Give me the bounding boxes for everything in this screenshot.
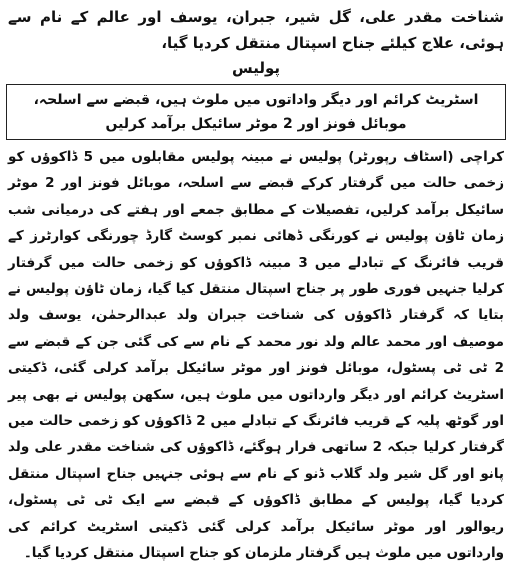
headline: شناخت مقدر علی، گل شیر، جبران، یوسف اور عالم کے نام سے ہوئی، علاج کیلئے جناح اسپتال منتقل کردیا گیا، [8, 8, 504, 52]
article-body: کراچی (اسٹاف رپورٹر) پولیس نے مبینہ پولیس مقابلوں میں 5 ڈاکوؤں کو زخمی حالت میں گرفتار کرکے قبضے سے اسلحہ، موبائل فونز اور 2 موٹر سائیکل برآمد کرلیں، تفصیلات کے مطابق جمعے اور ہفتے کی درمیانی شب زمان ٹاؤن پولیس نے کورنگی ڈھائی نمبر کوسٹ گارڈ چورنگی کوارٹرز کے قریب فائرنگ کے تبادلے میں 3 مبینہ ڈاکوؤں کو زخمی حالت میں گرفتار کرلیا جنہیں فوری طور پر جناح اسپتال منتقل کیا گیا، زمان ٹاؤن پولیس نے بتایا کہ گرفتار ڈاکوؤں کی شناخت جبران ولد عبدالرحمٰن، یوسف ولد موصیف اور محمد عالم ولد نور محمد کے نام سے کی گئی جن کے قبضے سے 2 ٹی ٹی پسٹول، موبائل فونز اور موٹر سائیکل برآمد کرلی گئی، ڈکیتی اسٹریٹ کرائم اور دیگر وارداتوں میں ملوث ہیں، سکھن پولیس نے بھی پیر اور گوٹھ پلیہ کے قریب فائرنگ کے تبادلے میں 2 ڈاکوؤں کو زخمی حالت میں گرفتار کرلیا جبکہ 2 ساتھی فرار ہوگئے، ڈاکوؤں کی شناخت مقدر علی ولد پانو اور گل شیر ولد گلاب ڈنو کے نام سے ہوئی جنہیں جناح اسپتال منتقل کردیا گیا، پولیس کے مطابق ڈاکوؤں کے قبضے سے ایک ٹی ٹی پسٹول، ریوالور اور موٹر سائیکل برآمد کرلی گئی ڈکیتی اسٹریٹ کرائم کی وارداتوں میں ملوث ہیں گرفتار ملزمان کو جناح اسپتال منتقل کردیا گیا۔ [8, 149, 504, 562]
byline: پولیس [232, 59, 280, 77]
subheadline: اسٹریٹ کرائم اور دیگر واداتوں میں ملوث ہیں، قبضے سے اسلحہ، موبائل فونز اور 2 موٹر سائیکل برآمد کرلیں [33, 92, 479, 132]
subheadline-box [6, 84, 506, 140]
news-article [6, 4, 506, 562]
